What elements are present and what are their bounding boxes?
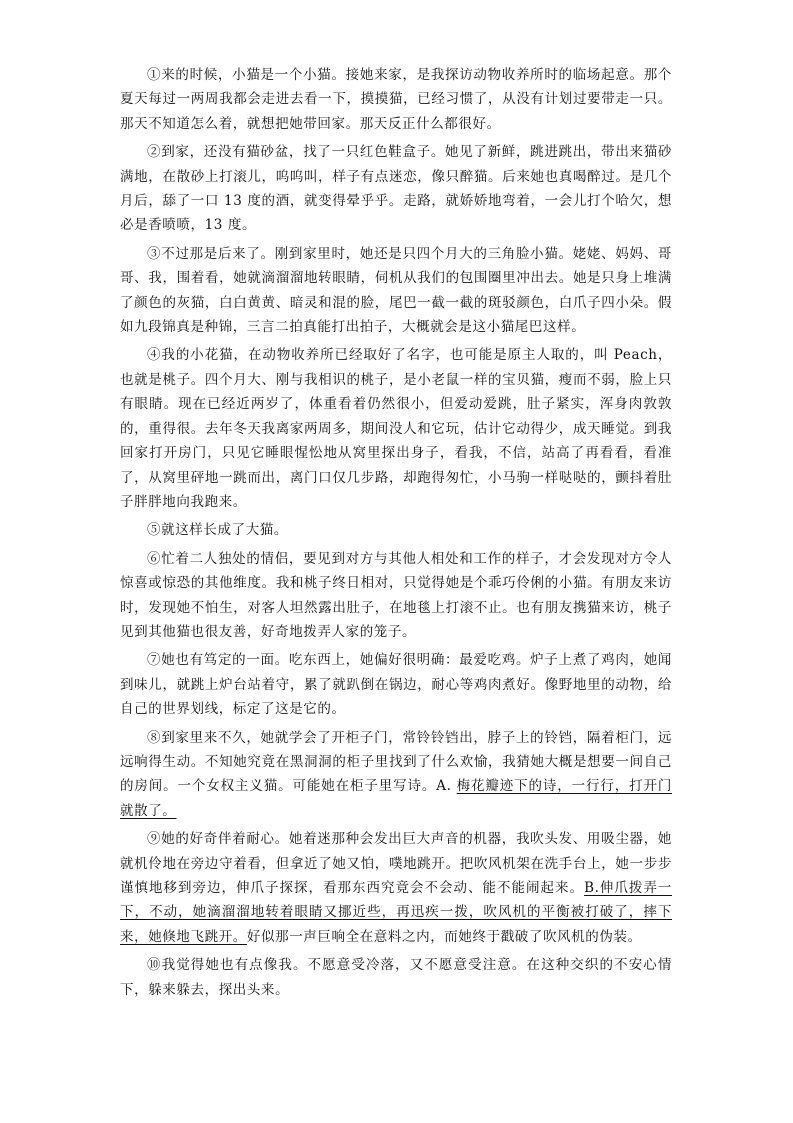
underlined-sentence-b: B.伸爪拨弄一下，不动，她滴溜溜地转着眼睛又挪近些，再迅疾一拨，吹风机的平衡被打破了，摔下来，她倏地飞跳开。 [120, 880, 673, 945]
paragraph-9 [120, 827, 672, 949]
paragraph-text: ⑧到家里来不久，她就学会了开柜子门，常铃铃铛出，脖子上的铃铛，隔着柜门，远远响得生动。不知她究竟在黑洞洞的柜子里找到了什么欢愉，我猜她大概是想要一间自己的房间。一个女权主义猫。可能她在柜子里写诗。A. [120, 729, 672, 795]
paragraph-1 [120, 63, 672, 136]
underlined-sentence-a: 梅花瓣迹下的诗，一行行，打开门就散了。 [120, 778, 672, 819]
paragraph-3 [120, 242, 672, 340]
paragraph-text: ⑥忙着二人独处的情侣，要见到对方与其他人相处和工作的样子，才会发现对方令人惊喜或惊恐的其他维度。我和桃子终日相对，只觉得她是个乖巧伶俐的小猫。有朋友来访时，发现她不怕生，对客人坦然露出肚子，在地毯上打滚不止。也有朋友携猫来访，桃子见到其他猫也很友善，好奇地拨弄人家的笼子。 [120, 550, 672, 640]
paragraph-2 [120, 140, 672, 238]
paragraph-text: 好似那一声巨响全在意料之内，而她终于戳破了吹风机的伪装。 [246, 928, 642, 945]
paragraph-10 [120, 953, 672, 1002]
paragraph-text: ①来的时候，小猫是一个小猫。接她来家，是我探访动物收养所时的临场起意。那个夏天每过一两周我都会走进去看一下，摸摸猫，已经习惯了，从没有计划过要带走一只。那天不知道怎么着，就想把她带回家。那天反正什么都很好。 [120, 67, 672, 132]
paragraph-text: ④我的小花猫，在动物收养所已经取好了名字，也可能是原主人取的，叫 Peach，也就是桃子。四个月大、刚与我相识的桃子，是小老鼠一样的宝贝猫，瘦而不弱，脸上只有眼睛。现在已经近两岁了，体重看着仍然很小，但爱动爱跳，肚子紧实，浑身肉敦敦的，重得很。去年冬天我离家两周多，期间没人和它玩，估计它动得少，成天睡觉。到我回家打开房门，只见它睡眼惺忪地从窝里探出身子，看我，不信，站高了再看看，看准了，从窝里砰地一跳而出，离门口仅几步路，却跑得匆忙，小马驹一样哒哒的，颤抖着肚子胖胖地向我跑来。 [120, 347, 672, 510]
paragraph-5 [120, 518, 672, 542]
paragraph-text: ⑤就这样长成了大猫。 [147, 522, 288, 539]
paragraph-text: ⑨她的好奇伴着耐心。她着迷那种会发出巨大声音的机器，我吹头发、用吸尘器，她就机伶地在旁边守着看，但拿近了她又怕，噗地跳开。把吹风机架在洗手台上，她一步步谨慎地移到旁边，伸爪子探探，看那东西究竟会不会动、能不能闹起来。 [120, 831, 672, 896]
paragraph-4 [120, 343, 672, 514]
article-page [120, 63, 672, 1006]
paragraph-8 [120, 726, 672, 824]
paragraph-text: ⑦她也有笃定的一面。吃东西上，她偏好很明确：最爱吃鸡。炉子上煮了鸡肉，她闻到味儿，就跳上炉台站着守，累了就趴倒在锅边，耐心等鸡肉煮好。像野地里的动物，给自己的世界划线，标定了这是它的。 [120, 652, 672, 718]
paragraph-6 [120, 547, 672, 645]
paragraph-7 [120, 648, 672, 721]
paragraph-text: ③不过那是后来了。刚到家里时，她还是只四个月大的三角脸小猫。姥姥、妈妈、哥哥、我，围着看，她就滴溜溜地转眼睛，伺机从我们的包围圈里冲出去。她是只身上堆满了颜色的灰猫，白白黄黄、暗灵和混的脸，尾巴一截一截的斑驳颜色，白爪子四小朵。假如九段锦真是种锦，三言二拍真能打出拍子，大概就会是这小猫尾巴这样。 [120, 245, 672, 336]
paragraph-text: ②到家，还没有猫砂盆，找了一只红色鞋盒子。她见了新鲜，跳进跳出，带出来猫砂满地，在散砂上打滚儿，呜呜叫，样子有点迷恋，像只醉猫。后来她也真喝醉过。是几个月后，舔了一口 13 度的酒，就变得晕乎乎。走路，就娇娇地弯着，一会儿打个哈欠，想必是香喷喷，13 度。 [120, 144, 672, 234]
paragraph-text: ⑩我觉得她也有点像我。不愿意受冷落，又不愿意受注意。在这种交织的不安心情下，躲来躲去，探出头来。 [120, 957, 672, 998]
